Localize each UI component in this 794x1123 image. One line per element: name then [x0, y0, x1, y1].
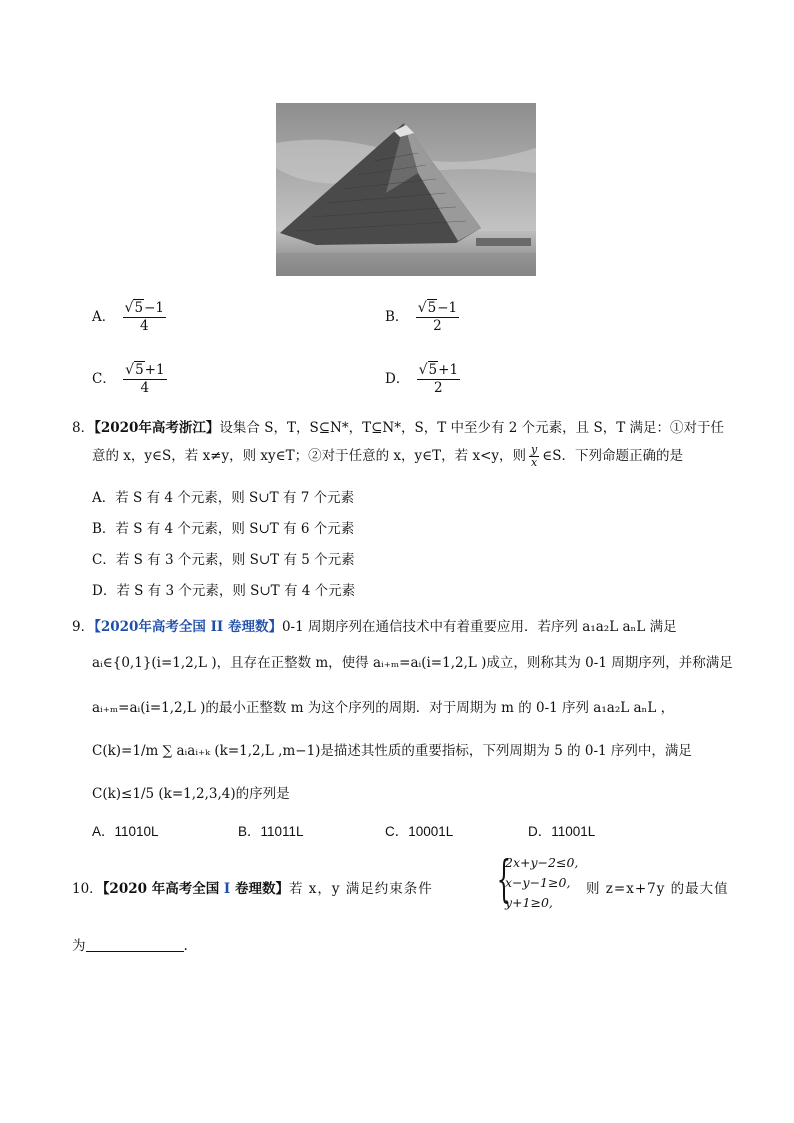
option-label: D． — [385, 371, 410, 387]
q9-line4: C(k)=1/m ∑ aᵢaᵢ₊ₖ (k=1,2,L ,m−1)是描述其性质的重要指标，下列周期为 5 的 0-1 序列中，满足 — [92, 743, 692, 759]
question-source: 【2020年高考全国 II 卷理数】 — [94, 619, 282, 635]
fraction: $\frac{√5-1}{2}$ — [417, 300, 458, 334]
question-number: 9． — [72, 619, 95, 635]
constraint-3: y+1≥0, — [505, 895, 553, 910]
question-source: 【2020年高考浙江】 — [94, 420, 220, 436]
fraction: $\frac{√5+1}{4}$ — [125, 362, 165, 396]
q8-option-c[interactable]: C．若 S 有 3 个元素，则 S∪T 有 5 个元素 — [92, 552, 355, 568]
option-label: A． — [92, 309, 116, 325]
option-d[interactable] — [385, 362, 463, 397]
q8-option-a[interactable]: A．若 S 有 4 个元素，则 S∪T 有 7 个元素 — [92, 490, 355, 506]
option-label: C． — [92, 371, 116, 387]
pyramid-photo — [276, 103, 536, 276]
constraint-system — [505, 853, 578, 913]
answer-blank[interactable] — [86, 937, 184, 952]
question-text: 若 x，y 满足约束条件 — [288, 881, 433, 897]
q9-option-a[interactable]: A．11010L — [92, 824, 159, 839]
q9-line5: C(k)≤1/5 (k=1,2,3,4)的序列是 — [92, 786, 290, 802]
fraction: $\frac{y}{x}$ — [531, 443, 538, 469]
constraint-2: x−y−1≥0, — [505, 875, 571, 890]
question-number: 10． — [72, 881, 103, 897]
q9-line3: aᵢ₊ₘ=aᵢ(i=1,2,L )的最小正整数 m 为这个序列的周期．对于周期为 m 的 0-1 序列 a₁a₂L aₙL ， — [92, 700, 675, 716]
question-number: 8． — [72, 420, 95, 436]
q8-line2: 意的 x，y∈S，若 x≠y，则 xy∈T；②对于任意的 x，y∈T，若 x<y，则 $\frac{y}{x}$ ∈S．下列命题正确的是 — [92, 443, 683, 469]
q10-text-b: 则 z=x+7y 的最大值 — [586, 881, 729, 897]
q10-line1 — [72, 877, 433, 897]
q8-option-d[interactable]: D．若 S 有 3 个元素，则 S∪T 有 4 个元素 — [92, 583, 356, 599]
question-text: 0-1 周期序列在通信技术中有着重要应用．若序列 a₁a₂L aₙL 满足 — [281, 619, 677, 635]
fraction: $\frac{√5-1}{4}$ — [124, 300, 164, 334]
q9-option-d[interactable]: D．11001L — [528, 824, 596, 839]
q9-line2: aᵢ∈{0,1}(i=1,2,L )，且存在正整数 m，使得 aᵢ₊ₘ=aᵢ(i=1,2,L )成立，则称其为 0-1 周期序列，并称满足 — [92, 655, 733, 671]
option-label: B． — [385, 309, 409, 325]
q8-line1 — [72, 416, 724, 436]
q9-option-b[interactable]: B．11011L — [238, 824, 304, 839]
option-a[interactable] — [92, 300, 169, 335]
fraction: $\frac{√5+1}{2}$ — [418, 362, 459, 396]
question-source: 【2020 年高考全国 I 卷理数】 — [102, 881, 289, 897]
question-text: 设集合 S，T，S⊆N*，T⊆N*，S，T 中至少有 2 个元素，且 S，T 满足：①对于任 — [219, 420, 725, 436]
q9-line1 — [72, 615, 677, 635]
constraint-1: 2x+y−2≤0, — [505, 855, 579, 870]
brace: { — [496, 850, 512, 908]
q9-option-c[interactable]: C．10001L — [385, 824, 454, 839]
option-c[interactable] — [92, 362, 170, 397]
q8-option-b[interactable]: B．若 S 有 4 个元素，则 S∪T 有 6 个元素 — [92, 521, 355, 537]
option-b[interactable] — [385, 300, 462, 335]
q10-line2: 为 . — [72, 938, 188, 954]
